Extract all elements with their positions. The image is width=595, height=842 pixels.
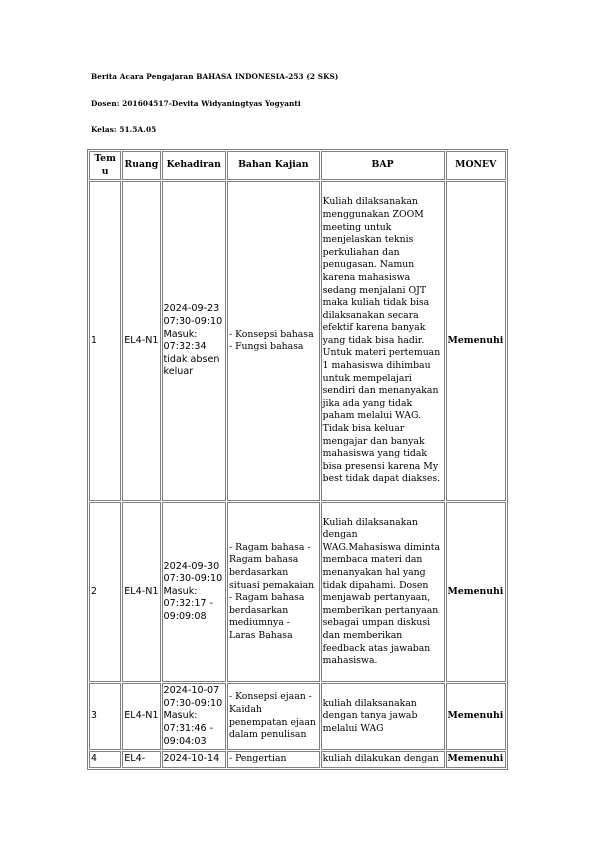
cell-kehadiran: 2024-09-23 07:30-09:10 Masuk: 07:32:34 tidak absen keluar xyxy=(162,181,226,501)
attendance-table xyxy=(87,149,508,770)
cell-monev: Memenuhi xyxy=(446,751,506,768)
cell-bahan-kajian: - Konsepsi ejaan - Kaidah penempatan ejaan dalam penulisan xyxy=(227,683,320,750)
cell-temu: 3 xyxy=(89,683,121,750)
cell-bap: Kuliah dilaksanakan menggunakan ZOOM meeting untuk menjelaskan teknis perkuliahan dan penugasan. Namun karena mahasiswa sedang menjalani OJT maka kuliah tidak bisa dilaksanakan secara efektif karena banyak yang tidak bisa hadir. Untuk materi pertemuan 1 mahasiswa dihimbau untuk mempelajari sendiri dan menanyakan jika ada yang tidak paham melalui WAG. Tidak bisa keluar mengajar dan banyak mahasiswa yang tidak bisa presensi karena My best tidak dapat diakses. xyxy=(321,181,445,501)
cell-ruang: EL4-N1 xyxy=(122,502,160,682)
cell-monev: Memenuhi xyxy=(446,683,506,750)
table-row xyxy=(89,683,506,750)
table-row xyxy=(89,502,506,682)
cell-kehadiran: 2024-10-07 07:30-09:10 Masuk: 07:31:46 - 09:04:03 xyxy=(162,683,226,750)
cell-bap: kuliah dilakukan dengan xyxy=(321,751,445,768)
course-title: Berita Acara Pengajaran BAHASA INDONESIA-253 (2 SKS) xyxy=(91,72,339,81)
cell-temu: 1 xyxy=(89,181,121,501)
cell-monev: Memenuhi xyxy=(446,181,506,501)
col-header-temu: Temu xyxy=(89,151,121,180)
cell-bahan-kajian: - Konsepsi bahasa - Fungsi bahasa xyxy=(227,181,320,501)
cell-ruang: EL4-N1 xyxy=(122,683,160,750)
col-header-bahan-kajian: Bahan Kajian xyxy=(227,151,320,180)
col-header-ruang: Ruang xyxy=(122,151,160,180)
table-row xyxy=(89,181,506,501)
cell-ruang: EL4-N1 xyxy=(122,181,160,501)
col-header-bap: BAP xyxy=(321,151,445,180)
class-line: Kelas: 51.5A.05 xyxy=(91,125,157,134)
cell-bahan-kajian: - Ragam bahasa - Ragam bahasa berdasarkan situasi pemakaian - Ragam bahasa berdasarkan mediumnya - Laras Bahasa xyxy=(227,502,320,682)
cell-bap: Kuliah dilaksanakan dengan WAG.Mahasiswa diminta membaca materi dan menanyakan hal yang tidak dipahami. Dosen menjawab pertanyaan, memberikan pertanyaan sebagai umpan diskusi dan memberikan feedback atas jawaban mahasiswa. xyxy=(321,502,445,682)
cell-temu: 4 xyxy=(89,751,121,768)
table-row xyxy=(89,751,506,768)
cell-monev: Memenuhi xyxy=(446,502,506,682)
lecturer-line: Dosen: 201604517-Devita Widyaningtyas Yogyanti xyxy=(91,99,301,108)
cell-temu: 2 xyxy=(89,502,121,682)
cell-kehadiran: 2024-10-14 xyxy=(162,751,226,768)
cell-ruang: EL4- xyxy=(122,751,160,768)
cell-kehadiran: 2024-09-30 07:30-09:10 Masuk: 07:32:17 - 09:09:08 xyxy=(162,502,226,682)
cell-bahan-kajian: - Pengertian xyxy=(227,751,320,768)
table-header-row xyxy=(89,151,506,180)
col-header-kehadiran: Kehadiran xyxy=(162,151,226,180)
col-header-monev: MONEV xyxy=(446,151,506,180)
cell-bap: kuliah dilaksanakan dengan tanya jawab melalui WAG xyxy=(321,683,445,750)
